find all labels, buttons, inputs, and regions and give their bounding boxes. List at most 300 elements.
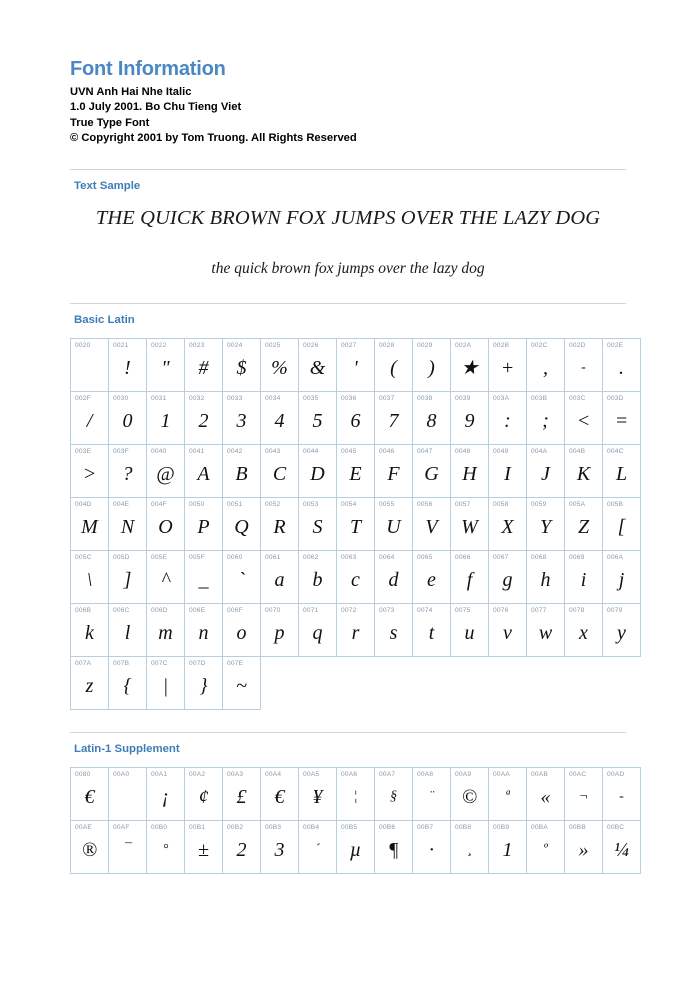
glyph-character: ` [238,568,245,591]
glyph-character: i [580,568,587,591]
glyph-cell[interactable] [375,603,413,656]
glyph-codepoint: 0055 [379,500,395,508]
glyph-character: m [158,621,173,644]
glyph-codepoint: 0046 [379,447,395,455]
glyph-cell[interactable] [261,497,299,550]
glyph-codepoint: 0040 [151,447,167,455]
section-text-sample [70,169,626,281]
glyph-cell[interactable] [185,550,223,603]
glyph-cell[interactable] [603,391,641,444]
glyph-codepoint: 00B8 [455,823,472,831]
font-metadata-line: 1.0 July 2001. Bo Chu Tieng Viet [70,101,242,114]
glyph-cell[interactable] [109,391,147,444]
glyph-cell-empty [527,656,565,709]
glyph-codepoint: 0072 [341,606,357,614]
glyph-character: U [386,515,401,538]
glyph-character: · [429,838,434,861]
glyph-cell[interactable] [71,391,109,444]
glyph-cell[interactable] [489,820,527,873]
glyph-codepoint: 00A5 [303,770,320,778]
glyph-cell[interactable] [71,444,109,497]
glyph-cell[interactable] [489,338,527,391]
glyph-character: ] [123,568,132,591]
glyph-character: W [461,515,478,538]
glyph-codepoint: 00B5 [341,823,358,831]
glyph-cell[interactable] [489,497,527,550]
glyph-character: . [619,356,624,379]
glyph-cell[interactable] [337,391,375,444]
glyph-codepoint: 0066 [455,553,471,561]
glyph-cell[interactable] [527,497,565,550]
glyph-table-row [71,391,641,444]
glyph-character: - [619,788,624,804]
glyph-character: $ [236,356,247,379]
glyph-codepoint: 00BB [569,823,586,831]
glyph-codepoint: 0025 [265,341,281,349]
glyph-codepoint: 0031 [151,394,167,402]
glyph-codepoint: 00B4 [303,823,320,831]
glyph-character: ¨ [429,788,434,804]
glyph-cell[interactable] [413,391,451,444]
glyph-cell[interactable] [261,767,299,820]
glyph-codepoint: 0052 [265,500,281,508]
glyph-cell[interactable] [109,338,147,391]
glyph-cell[interactable] [527,603,565,656]
glyph-cell-empty [565,656,603,709]
glyph-codepoint: 0038 [417,394,433,402]
glyph-character: » [578,838,589,861]
glyph-cell[interactable] [565,338,603,391]
glyph-character [71,350,108,386]
glyph-character: ¥ [312,785,323,808]
glyph-character: K [576,462,591,485]
glyph-cell[interactable] [299,820,337,873]
glyph-character: ® [81,838,98,861]
glyph-cell[interactable] [413,603,451,656]
glyph-codepoint: 0077 [531,606,547,614]
glyph-cell[interactable] [109,656,147,709]
glyph-cell[interactable] [489,391,527,444]
glyph-codepoint: 00A3 [227,770,244,778]
glyph-codepoint: 007A [75,659,92,667]
glyph-cell[interactable] [413,767,451,820]
glyph-codepoint: 0070 [265,606,281,614]
glyph-codepoint: 00B2 [227,823,244,831]
glyph-character: ~ [236,674,247,697]
glyph-character: § [390,788,397,804]
glyph-cell[interactable] [223,338,261,391]
glyph-cell[interactable] [185,820,223,873]
glyph-codepoint: 0024 [227,341,243,349]
font-metadata-line: © Copyright 2001 by Tom Truong. All Rights Reserved [70,132,357,145]
glyph-codepoint: 0028 [379,341,395,349]
glyph-cell[interactable] [603,767,641,820]
glyph-cell[interactable] [185,497,223,550]
glyph-cell[interactable] [261,820,299,873]
glyph-cell[interactable] [299,444,337,497]
glyph-character: 1 [502,838,513,861]
glyph-character: " [161,356,170,379]
glyph-cell[interactable] [603,550,641,603]
glyph-codepoint: 00A2 [189,770,206,778]
glyph-cell[interactable] [565,391,603,444]
glyph-cell[interactable] [147,767,185,820]
page-title: Font Information [70,58,226,80]
glyph-codepoint: 00A4 [265,770,282,778]
glyph-character: z [85,674,94,697]
glyph-table-row [71,444,641,497]
glyph-codepoint: 00AB [531,770,548,778]
glyph-codepoint: 002B [493,341,510,349]
glyph-character: 8 [426,409,437,432]
glyph-character: # [198,356,209,379]
glyph-character: ¯ [124,841,131,857]
glyph-cell[interactable] [147,656,185,709]
glyph-cell[interactable] [375,391,413,444]
glyph-codepoint: 003B [531,394,548,402]
glyph-cell[interactable] [71,656,109,709]
glyph-codepoint: 007D [189,659,206,667]
glyph-cell[interactable] [109,497,147,550]
glyph-character: % [271,356,288,379]
glyph-cell[interactable] [375,767,413,820]
glyph-codepoint: 00AD [607,770,625,778]
glyph-character: s [389,621,398,644]
section-basic-latin [70,303,629,710]
glyph-cell-empty [603,656,641,709]
glyph-codepoint: 00BC [607,823,625,831]
glyph-codepoint: 0021 [113,341,129,349]
glyph-codepoint: 00B6 [379,823,396,831]
glyph-codepoint: 0068 [531,553,547,561]
glyph-codepoint: 002A [455,341,472,349]
glyph-character: S [312,515,323,538]
glyph-character: Z [577,515,590,538]
glyph-character: V [425,515,438,538]
glyph-table-row [71,550,641,603]
glyph-cell[interactable] [337,497,375,550]
glyph-cell[interactable] [109,550,147,603]
glyph-cell[interactable] [261,444,299,497]
glyph-character: ¢ [198,785,209,808]
glyph-character: F [387,462,400,485]
glyph-character: N [120,515,135,538]
glyph-character: = [614,409,629,432]
font-metadata-line: UVN Anh Hai Nhe Italic [70,86,192,98]
glyph-character: µ [349,838,362,861]
glyph-character: ^ [161,568,170,591]
glyph-cell[interactable] [71,820,109,873]
glyph-character: & [309,356,326,379]
glyph-codepoint: 0064 [379,553,395,561]
glyph-cell[interactable] [147,820,185,873]
glyph-character: g [502,568,513,591]
glyph-cell[interactable] [147,338,185,391]
glyph-cell[interactable] [147,444,185,497]
glyph-codepoint: 0047 [417,447,433,455]
glyph-cell[interactable] [527,338,565,391]
glyph-codepoint: 003F [113,447,129,455]
glyph-cell[interactable] [71,603,109,656]
glyph-codepoint: 0023 [189,341,205,349]
glyph-cell[interactable] [451,603,489,656]
glyph-cell[interactable] [565,820,603,873]
glyph-codepoint: 00AE [75,823,92,831]
glyph-character: - [581,359,586,375]
glyph-codepoint: 002E [607,341,624,349]
glyph-codepoint: 0042 [227,447,243,455]
glyph-cell[interactable] [261,338,299,391]
glyph-character: ( [390,356,397,379]
glyph-cell[interactable] [147,391,185,444]
glyph-cell[interactable] [603,338,641,391]
glyph-cell[interactable] [147,603,185,656]
glyph-cell[interactable] [109,820,147,873]
glyph-character: Q [234,515,249,538]
glyph-cell[interactable] [299,338,337,391]
glyph-cell[interactable] [527,550,565,603]
glyph-cell[interactable] [527,820,565,873]
glyph-cell[interactable] [299,391,337,444]
glyph-cell[interactable] [413,497,451,550]
glyph-codepoint: 0029 [417,341,433,349]
glyph-cell[interactable] [489,444,527,497]
glyph-table-row [71,338,641,391]
glyph-character: € [84,785,95,808]
glyph-codepoint: 004E [113,500,130,508]
glyph-codepoint: 0035 [303,394,319,402]
glyph-codepoint: 005E [151,553,168,561]
glyph-cell[interactable] [299,497,337,550]
glyph-character: } [199,674,208,697]
glyph-cell[interactable] [413,444,451,497]
glyph-character: r [351,621,360,644]
glyph-character: ¼ [614,838,629,861]
glyph-cell[interactable] [451,497,489,550]
glyph-codepoint: 006B [75,606,92,614]
glyph-character: ★ [460,356,479,379]
glyph-character: ° [162,841,169,857]
glyph-cell[interactable] [413,820,451,873]
glyph-cell[interactable] [413,338,451,391]
glyph-cell[interactable] [489,550,527,603]
glyph-character: 7 [388,409,399,432]
glyph-cell[interactable] [299,550,337,603]
glyph-cell[interactable] [565,767,603,820]
glyph-character: t [428,621,435,644]
glyph-cell-empty [261,656,299,709]
glyph-codepoint: 002D [569,341,586,349]
glyph-codepoint: 00B1 [189,823,206,831]
glyph-cell[interactable] [565,444,603,497]
glyph-codepoint: 0067 [493,553,509,561]
glyph-character: L [615,462,628,485]
glyph-codepoint: 0076 [493,606,509,614]
glyph-cell[interactable] [223,820,261,873]
glyph-cell[interactable] [185,656,223,709]
glyph-codepoint: 0050 [189,500,205,508]
glyph-cell[interactable] [375,444,413,497]
glyph-codepoint: 0056 [417,500,433,508]
glyph-cell[interactable] [223,656,261,709]
glyph-codepoint: 006F [227,606,243,614]
glyph-table-row [71,603,641,656]
glyph-cell[interactable] [375,550,413,603]
glyph-cell[interactable] [223,497,261,550]
glyph-character: J [541,462,550,485]
glyph-character: 1 [160,409,171,432]
glyph-codepoint: 0034 [265,394,281,402]
glyph-cell[interactable] [375,820,413,873]
glyph-cell[interactable] [451,391,489,444]
glyph-codepoint: 0020 [75,341,91,349]
glyph-codepoint: 00A1 [151,770,168,778]
glyph-cell[interactable] [527,444,565,497]
glyph-codepoint: 00A8 [417,770,434,778]
glyph-character: | [162,674,169,697]
glyph-character: 5 [312,409,323,432]
section-heading-latin1-supplement: Latin-1 Supplement [74,742,180,755]
glyph-character: M [81,515,98,538]
glyph-cell[interactable] [565,497,603,550]
glyph-codepoint: 005F [189,553,205,561]
glyph-codepoint: 004A [531,447,548,455]
glyph-cell[interactable] [451,767,489,820]
glyph-cell[interactable] [147,497,185,550]
glyph-codepoint: 004C [607,447,624,455]
glyph-cell[interactable] [185,444,223,497]
glyph-cell[interactable] [489,767,527,820]
glyph-codepoint: 0053 [303,500,319,508]
glyph-character: : [504,409,511,432]
glyph-character: E [349,462,362,485]
glyph-character: c [351,568,360,591]
glyph-cell[interactable] [223,767,261,820]
glyph-cell[interactable] [109,603,147,656]
glyph-codepoint: 002F [75,394,91,402]
glyph-cell[interactable] [451,444,489,497]
glyph-cell[interactable] [223,391,261,444]
glyph-cell[interactable] [299,767,337,820]
glyph-codepoint: 003D [607,394,624,402]
glyph-cell[interactable] [299,603,337,656]
glyph-cell[interactable] [147,550,185,603]
glyph-codepoint: 0049 [493,447,509,455]
glyph-codepoint: 0036 [341,394,357,402]
glyph-codepoint: 004F [151,500,167,508]
glyph-cell[interactable] [565,603,603,656]
glyph-codepoint: 0073 [379,606,395,614]
glyph-codepoint: 00A9 [455,770,472,778]
glyph-codepoint: 0048 [455,447,471,455]
glyph-character: ! [124,356,131,379]
section-latin1-supplement [70,732,629,874]
glyph-cell[interactable] [71,338,109,391]
glyph-cell[interactable] [527,391,565,444]
glyph-codepoint: 0045 [341,447,357,455]
glyph-character: A [197,462,210,485]
glyph-character: ; [542,409,549,432]
glyph-cell[interactable] [375,338,413,391]
glyph-character: º [543,841,548,857]
glyph-cell-empty [489,656,527,709]
glyph-cell[interactable] [451,820,489,873]
glyph-cell[interactable] [337,767,375,820]
glyph-cell[interactable] [71,497,109,550]
glyph-character: ¶ [388,838,399,861]
glyph-codepoint: 003E [75,447,92,455]
glyph-cell[interactable] [451,550,489,603]
glyph-character: e [427,568,436,591]
glyph-codepoint: 005D [113,553,130,561]
font-metadata-list [70,81,626,147]
glyph-cell[interactable] [185,338,223,391]
glyph-cell[interactable] [337,603,375,656]
glyph-codepoint: 0032 [189,394,205,402]
glyph-codepoint: 00A7 [379,770,396,778]
text-sample-block [70,193,626,281]
glyph-character: j [618,568,625,591]
glyph-character: « [540,785,551,808]
glyph-character: _ [198,568,209,591]
glyph-table-row [71,656,641,709]
glyph-cell[interactable] [109,444,147,497]
glyph-cell[interactable] [261,391,299,444]
glyph-codepoint: 0060 [227,553,243,561]
glyph-codepoint: 0044 [303,447,319,455]
glyph-cell[interactable] [223,550,261,603]
glyph-cell[interactable] [109,767,147,820]
glyph-cell[interactable] [603,820,641,873]
glyph-table-basic-latin [70,338,641,710]
glyph-cell[interactable] [71,550,109,603]
glyph-cell[interactable] [223,444,261,497]
glyph-cell[interactable] [337,550,375,603]
glyph-codepoint: 0054 [341,500,357,508]
section-heading-basic-latin: Basic Latin [74,313,135,326]
glyph-cell[interactable] [603,444,641,497]
glyph-cell[interactable] [489,603,527,656]
glyph-cell[interactable] [337,338,375,391]
glyph-cell[interactable] [261,603,299,656]
glyph-cell[interactable] [337,444,375,497]
glyph-cell[interactable] [261,550,299,603]
glyph-cell[interactable] [603,603,641,656]
glyph-cell[interactable] [185,391,223,444]
glyph-codepoint: 007C [151,659,168,667]
glyph-character: \ [86,568,93,591]
glyph-codepoint: 00A6 [341,770,358,778]
glyph-character: u [464,621,475,644]
glyph-codepoint: 007B [113,659,130,667]
glyph-codepoint: 0043 [265,447,281,455]
glyph-codepoint: 0026 [303,341,319,349]
glyph-cell[interactable] [527,767,565,820]
glyph-cell[interactable] [185,767,223,820]
glyph-codepoint: 0071 [303,606,319,614]
glyph-cell[interactable] [337,820,375,873]
glyph-cell[interactable] [565,550,603,603]
glyph-cell[interactable] [603,497,641,550]
glyph-cell[interactable] [185,603,223,656]
glyph-cell-empty [451,656,489,709]
glyph-cell[interactable] [413,550,451,603]
glyph-cell[interactable] [71,767,109,820]
glyph-cell[interactable] [451,338,489,391]
glyph-cell[interactable] [375,497,413,550]
glyph-codepoint: 0059 [531,500,547,508]
glyph-cell[interactable] [223,603,261,656]
